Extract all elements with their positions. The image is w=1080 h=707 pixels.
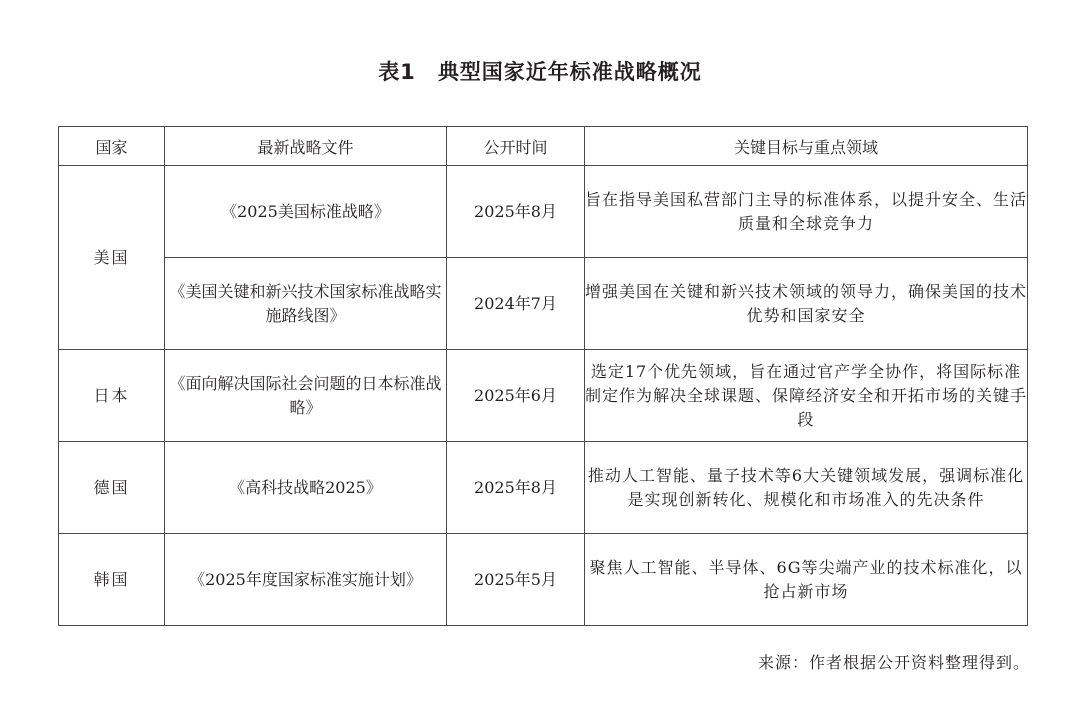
goal-cell: 选定17个优先领域，旨在通过官产学全协作，将国际标准制定作为解决全球课题、保障经济安全和开拓市场的关键手段	[585, 350, 1028, 442]
source-note: 来源：作者根据公开资料整理得到。	[757, 653, 1030, 672]
table-number: 表1	[378, 60, 416, 84]
document-cell: 《高科技战略2025》	[165, 442, 447, 534]
table-row	[59, 534, 1028, 626]
column-header-goal: 关键目标与重点领域	[585, 127, 1028, 166]
strategy-table	[58, 126, 1028, 626]
document-cell: 《美国关键和新兴技术国家标准战略实施路线图》	[165, 258, 447, 350]
date-cell: 2025年8月	[447, 166, 585, 258]
date-cell: 2025年5月	[447, 534, 585, 626]
goal-cell: 聚焦人工智能、半导体、6G等尖端产业的技术标准化，以抢占新市场	[585, 534, 1028, 626]
table-title-text: 典型国家近年标准战略概况	[437, 60, 702, 84]
table-row	[59, 442, 1028, 534]
table-title	[0, 56, 1080, 86]
country-cell: 日本	[59, 350, 165, 442]
table-header-row	[59, 127, 1028, 166]
document-cell: 《2025美国标准战略》	[165, 166, 447, 258]
table-row	[59, 166, 1028, 258]
date-cell: 2024年7月	[447, 258, 585, 350]
table-row	[59, 350, 1028, 442]
column-header-date: 公开时间	[447, 127, 585, 166]
country-cell: 德国	[59, 442, 165, 534]
goal-cell: 增强美国在关键和新兴技术领域的领导力，确保美国的技术优势和国家安全	[585, 258, 1028, 350]
goal-cell: 推动人工智能、量子技术等6大关键领域发展，强调标准化是实现创新转化、规模化和市场准入的先决条件	[585, 442, 1028, 534]
date-cell: 2025年8月	[447, 442, 585, 534]
country-cell: 美国	[59, 166, 165, 350]
document-cell: 《2025年度国家标准实施计划》	[165, 534, 447, 626]
column-header-document: 最新战略文件	[165, 127, 447, 166]
country-cell: 韩国	[59, 534, 165, 626]
table-row	[59, 258, 1028, 350]
goal-cell: 旨在指导美国私营部门主导的标准体系，以提升安全、生活质量和全球竞争力	[585, 166, 1028, 258]
column-header-country: 国家	[59, 127, 165, 166]
document-cell: 《面向解决国际社会问题的日本标准战略》	[165, 350, 447, 442]
date-cell: 2025年6月	[447, 350, 585, 442]
